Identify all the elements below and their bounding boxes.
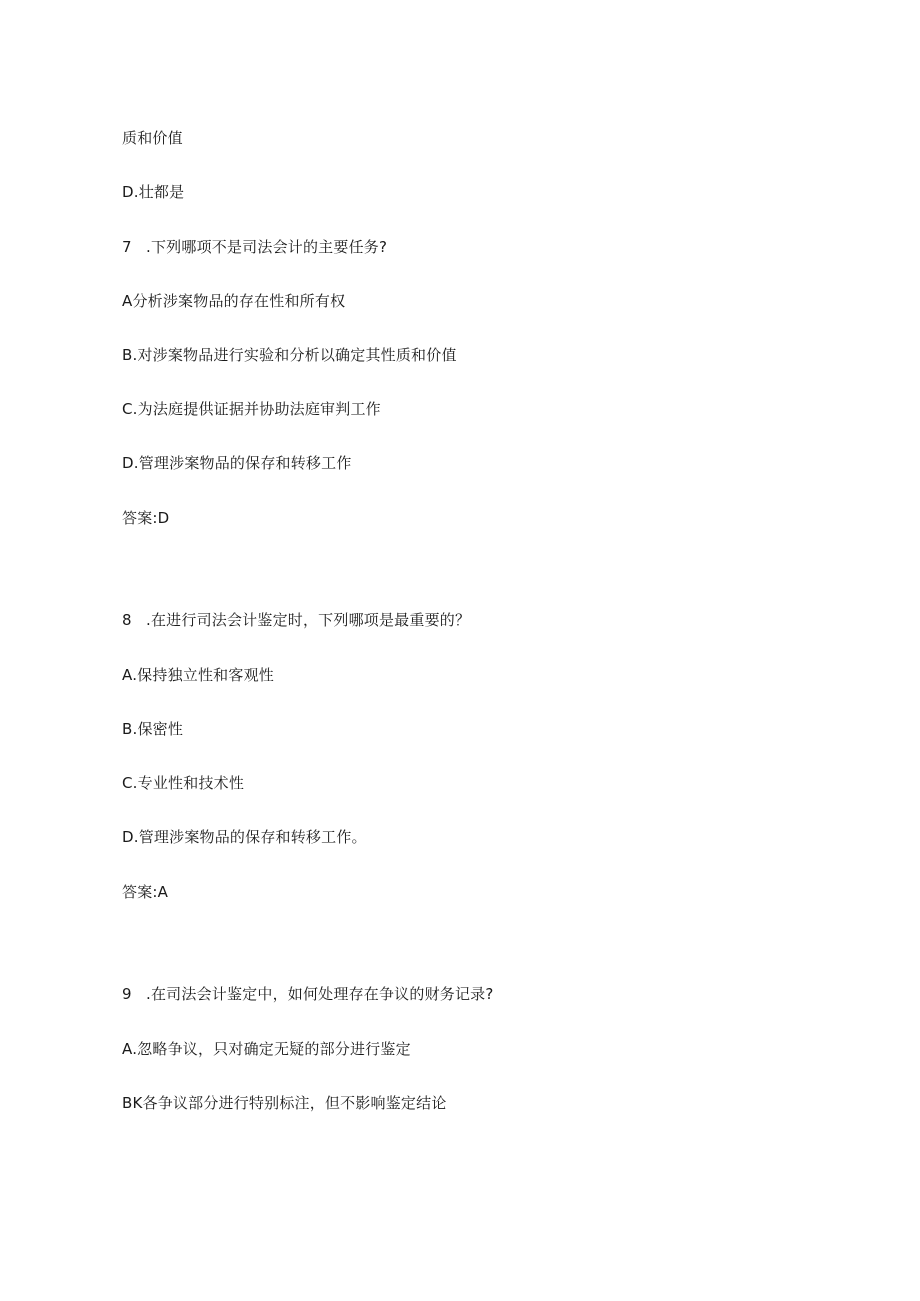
question-9-option-a: A.忽略争议，只对确定无疑的部分进行鉴定 [122,1040,411,1058]
question-number: 8 [122,611,132,629]
question-9-option-b: BK各争议部分进行特别标注，但不影响鉴定结论 [122,1094,447,1112]
question-8-answer: 答案:A [122,883,169,901]
question-9 [122,984,494,1004]
continuation-line-1: 质和价值 [122,129,183,147]
question-text: .下列哪项不是司法会计的主要任务? [146,238,388,256]
question-7-option-d: D.管理涉案物品的保存和转移工作 [122,454,352,472]
question-8-option-b: B.保密性 [122,720,184,738]
question-8 [122,610,470,630]
question-number: 9 [122,985,132,1003]
question-text: .在进行司法会计鉴定时，下列哪项是最重要的？ [146,611,471,629]
question-7-option-c: C.为法庭提供证据并协助法庭审判工作 [122,400,381,418]
question-7-option-a: A分析涉案物品的存在性和所有权 [122,292,346,310]
question-7 [122,237,387,257]
question-text: .在司法会计鉴定中，如何处理存在争议的财务记录? [146,985,494,1003]
question-number: 7 [122,238,132,256]
continuation-line-2: D.壮都是 [122,183,185,201]
question-8-option-a: A.保持独立性和客观性 [122,666,274,684]
question-8-option-c: C.专业性和技术性 [122,774,245,792]
question-8-option-d: D.管理涉案物品的保存和转移工作。 [122,828,367,846]
question-7-option-b: B.对涉案物品进行实验和分析以确定其性质和价值 [122,346,457,364]
question-7-answer: 答案:D [122,509,170,527]
